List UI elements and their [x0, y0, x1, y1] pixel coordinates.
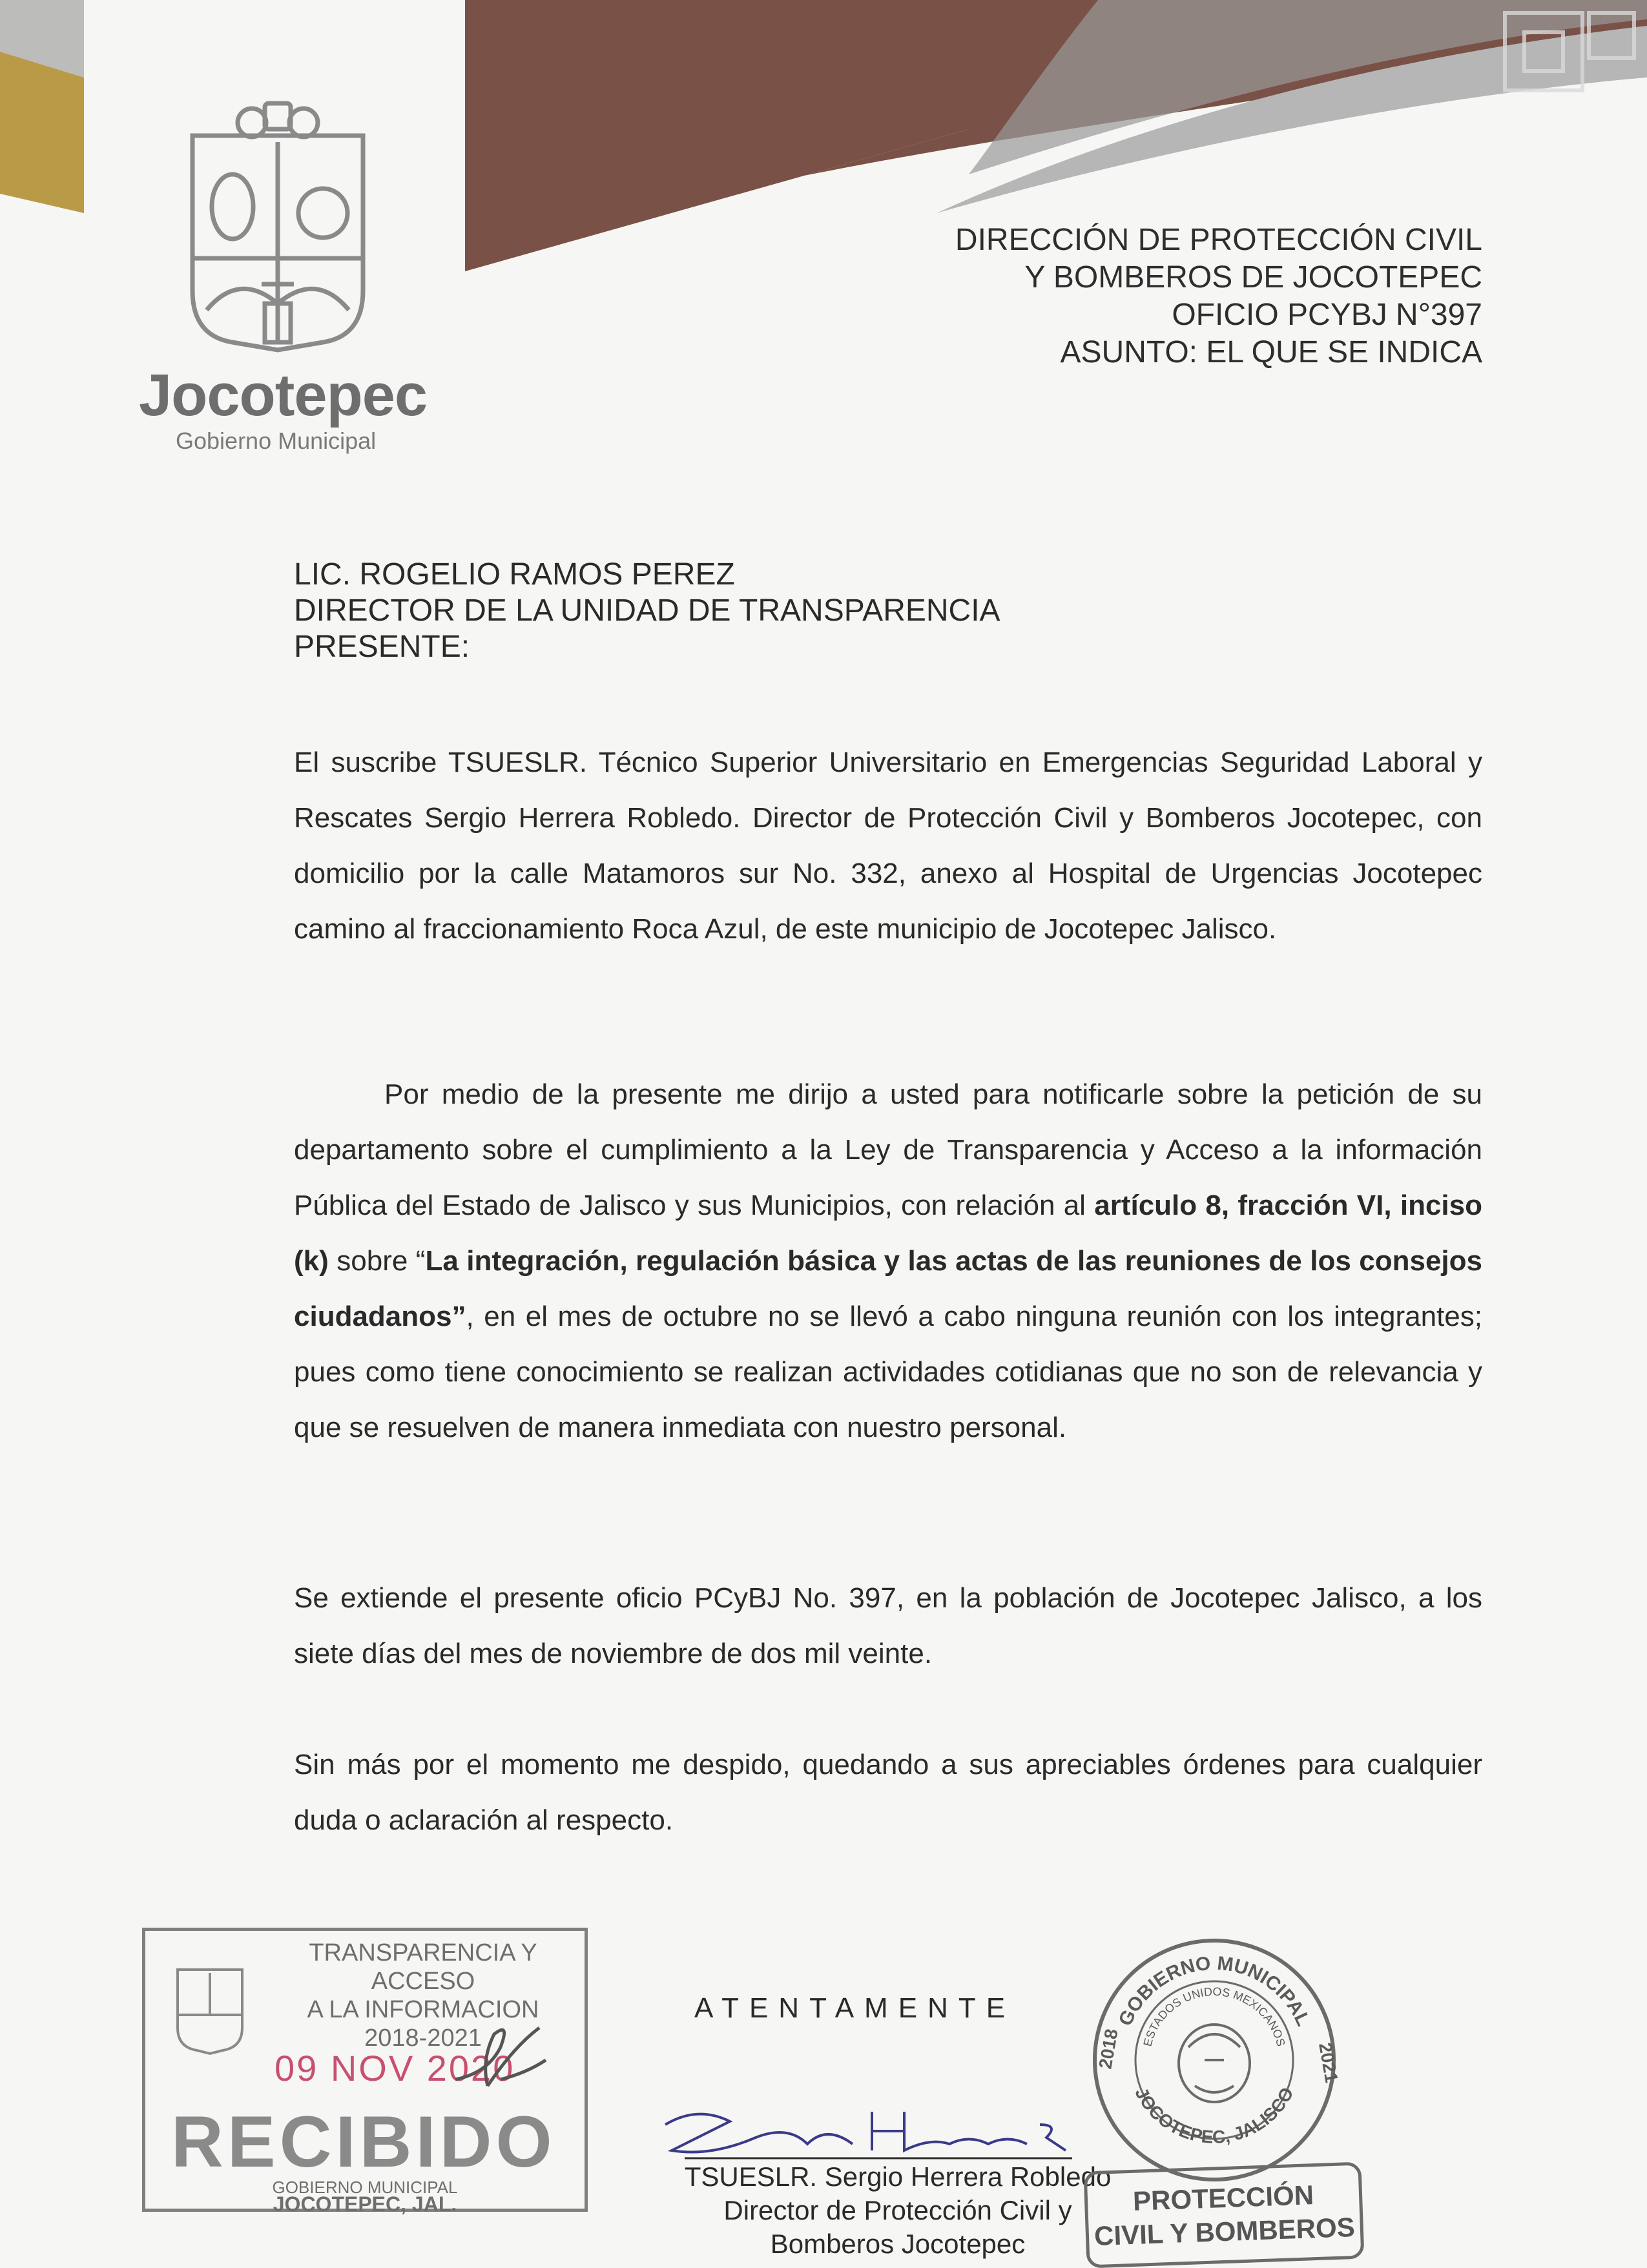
stamp-received-line2: A LA INFORMACION	[307, 1996, 539, 2023]
stamp-received-status: RECIBIDO	[171, 2101, 556, 2182]
header-line-2: Y BOMBEROS DE JOCOTEPEC	[1024, 260, 1482, 294]
proteccion-civil-stamp	[1084, 2162, 1365, 2268]
p2-text-a: Por medio de la presente me dirijo a usted para notificarle sobre la petición de su departamento sobre el cumplimiento a la Ley de Transparencia y Acceso a la información Pública del Estado de Jalisco y sus Municipios, con relación al	[294, 1078, 1482, 1221]
received-stamp	[142, 1928, 588, 2216]
municipal-round-seal	[1085, 1931, 1343, 2189]
seal-inner-text: ESTADOS UNIDOS MEXICANOS	[1141, 1984, 1288, 2048]
eagle-emblem-icon	[1179, 2025, 1250, 2102]
signer-name: TSUESLR. Sergio Herrera Robledo	[684, 2161, 1112, 2192]
handwritten-signature	[659, 2099, 1072, 2163]
stamp-pc-line2: CIVIL Y BOMBEROS	[1093, 2211, 1356, 2252]
stamp-received-date: 09 NOV 2020	[274, 2048, 515, 2088]
seal-left-year: 2018	[1095, 2027, 1122, 2071]
stamp-received-line3: 2018-2021	[364, 2025, 482, 2052]
seal-right-year: 2021	[1315, 2041, 1342, 2085]
signer-title-1: Director de Protección Civil y	[723, 2195, 1072, 2225]
stamp-pc-line1: PROTECCIÓN	[1132, 2180, 1314, 2216]
svg-text:ESTADOS UNIDOS MEXICANOS	[1141, 1985, 1287, 2048]
header-line-1: DIRECCIÓN DE PROTECCIÓN CIVIL	[955, 223, 1482, 257]
p2-text-e: , en el mes de octubre no se llevó a cabo ninguna reunión con los integrantes; pues como tiene conocimiento se realizan actividades cotidianas que no son de relevancia y que se resuelven de manera inmediata con nuestro personal.	[294, 1301, 1482, 1443]
header-line-3: OFICIO PCYBJ N°397	[1172, 298, 1482, 332]
stamp-shield-icon	[165, 1957, 255, 2067]
addressee-title: DIRECTOR DE LA UNIDAD DE TRANSPARENCIA	[294, 593, 1000, 628]
signer-block	[652, 2160, 1143, 2261]
signer-title-2: Bomberos Jocotepec	[770, 2229, 1026, 2259]
p2-article-ref: artículo 8, fracción VI, inciso (k)	[294, 1190, 1483, 1277]
body-paragraph-3: Se extiende el presente oficio PCyBJ No. 397, en la población de Jocotepec Jalisco, a los siete días del mes de noviembre de dos mil veinte.	[294, 1582, 1482, 1669]
received-initials-signature	[449, 2008, 552, 2099]
body-paragraph-4: Sin más por el momento me despido, quedando a sus apreciables órdenes para cualquier duda o aclaración al respecto.	[294, 1749, 1482, 1836]
body-paragraph-1: El suscribe TSUESLR. Técnico Superior Universitario en Emergencias Seguridad Laboral y Rescates Sergio Herrera Robledo. Director de Protección Civil y Bomberos Jocotepec, con domicilio por la calle Matamoros sur No. 332, anexo al Hospital de Urgencias Jocotepec camino al fraccionamiento Roca Azul, de este municipio de Jocotepec Jalisco.	[294, 747, 1482, 945]
p2-quote: La integración, regulación básica y las actas de las reuniones de los consejos ciudadanos”	[294, 1245, 1483, 1332]
closing-atentamente: ATENTAMENTE	[694, 1992, 1016, 2024]
stamp-received-line1: TRANSPARENCIA Y ACCESO	[309, 1939, 537, 1995]
logo-subtitle: Gobierno Municipal	[176, 428, 377, 454]
seal-bottom-text: JOCOTEPEC, JALISCO	[1131, 2084, 1298, 2147]
addressee-presente: PRESENTE:	[294, 630, 470, 664]
body-paragraph-2	[294, 1067, 1482, 1456]
addressee-name: LIC. ROGELIO RAMOS PEREZ	[294, 557, 735, 592]
p2-text-c: sobre “	[328, 1245, 426, 1277]
stamp-received-gov: GOBIERNO MUNICIPAL	[272, 2178, 458, 2197]
stamp-received-place: JOCOTEPEC, JAL.	[273, 2192, 457, 2216]
addressee-block	[294, 557, 1000, 665]
header-line-4: ASUNTO: EL QUE SE INDICA	[1060, 335, 1482, 369]
seal-top-text: GOBIERNO MUNICIPAL	[1114, 1952, 1314, 2030]
logo-name: Jocotepec	[139, 362, 428, 428]
letter-header	[955, 222, 1482, 371]
